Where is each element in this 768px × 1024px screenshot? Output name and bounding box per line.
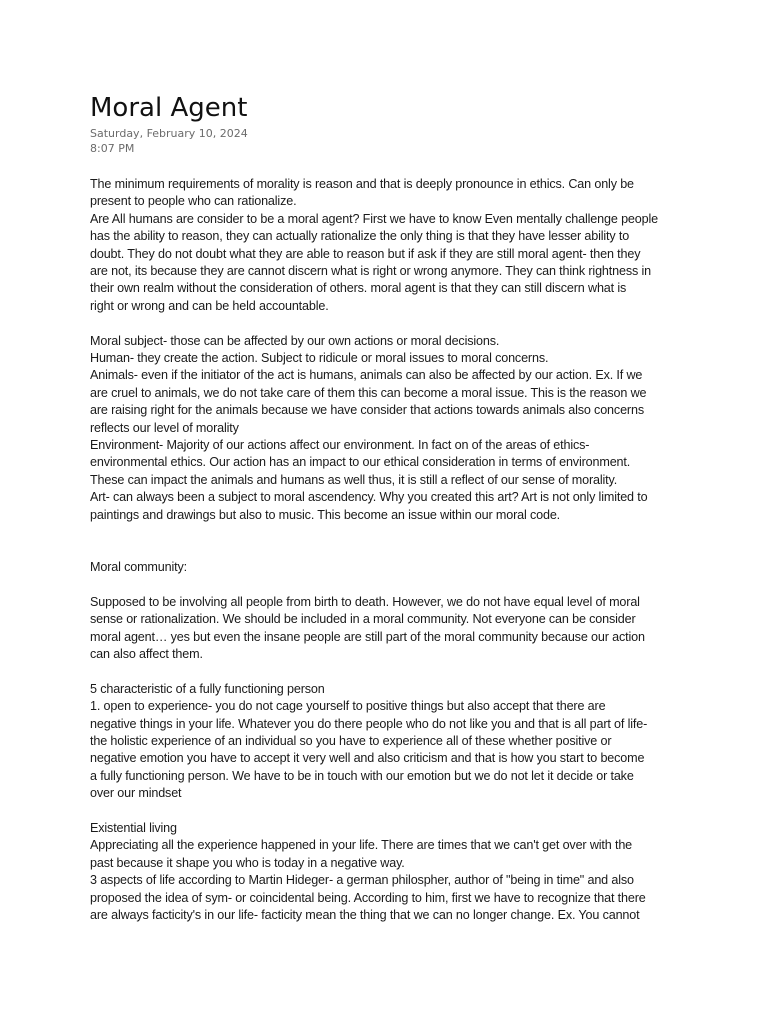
note-time: 8:07 PM [90,142,135,155]
text-line: Are All humans are consider to be a moral agent? First we have to know Even mentally challenge people [90,211,658,226]
text-line: Supposed to be involving all people from birth to death. However, we do not have equal level of moral [90,594,640,609]
text-line: Existential living [90,820,177,835]
note-body[interactable] [90,176,690,924]
text-line: The minimum requirements of morality is reason and that is deeply pronounce in ethics. Can only be [90,177,634,191]
text-line: environmental ethics. Our action has an impact to our ethical consideration in terms of environment. [90,455,631,470]
text-line: present to people who can rationalize. [90,194,297,209]
text-line: past because it shape you who is today in a negative way. [90,855,405,870]
blank-line [90,542,690,559]
text-line: Moral community: [90,559,187,574]
text-line: over our mindset [90,786,182,801]
text-line: proposed the idea of sym- or coincidental being. According to him, first we have to recognize that there [90,890,646,905]
text-line: 3 aspects of life according to Martin Hideger- a german philospher, author of "being in time" and also [90,873,634,888]
text-line: reflects our level of morality [90,420,239,435]
text-line: Moral subject- those can be affected by our own actions or moral decisions. [90,333,500,348]
text-line: Human- they create the action. Subject to ridicule or moral issues to moral concerns. [90,351,549,366]
text-line: Appreciating all the experience happened in your life. There are times that we can't get over with the [90,838,633,853]
blank-line [90,315,690,332]
text-line: can also affect them. [90,646,203,661]
page-title[interactable]: Moral Agent [90,93,248,123]
blank-line [90,663,690,680]
text-line: their own realm without the consideration of others. moral agent is that they can still discern what is [90,281,627,296]
text-line: sense or rationalization. We should be included in a moral community. Not everyone can be consider [90,612,636,627]
text-line: a fully functioning person. We have to be in touch with our emotion but we do not let it decide or take [90,768,634,783]
note-date: Saturday, February 10, 2024 [90,127,248,140]
text-line: Environment- Majority of our actions affect our environment. In fact on of the areas of ethics- [90,438,590,453]
text-line: negative things in your life. Whatever you do there people who do not like you and that is all part of life- [90,716,648,731]
text-line: paintings and drawings but also to music. This become an issue within our moral code. [90,507,561,522]
text-line: Art- can always been a subject to moral ascendency. Why you created this art? Art is not only limited to [90,490,648,505]
text-line: are always facticity's in our life- facticity mean the thing that we can no longer change. Ex. You cannot [90,907,640,922]
text-line: are cruel to animals, we do not take care of them this can become a moral issue. This is the reason we [90,385,647,400]
text-line: moral agent… yes but even the insane people are still part of the moral community because our action [90,629,645,644]
text-line: negative emotion you have to accept it very well and also criticism and that is how you start to become [90,751,645,766]
text-line: are raising right for the animals because we have consider that actions towards animals also concerns [90,403,644,418]
text-line: Animals- even if the initiator of the act is humans, animals can also be affected by our action. Ex. If we [90,368,643,383]
blank-line [90,524,690,541]
text-line: 5 characteristic of a fully functioning person [90,681,325,696]
blank-line [90,803,690,820]
note-meta [90,126,690,156]
text-line: 1. open to experience- you do not cage yourself to positive things but also accept that there are [90,699,606,714]
text-line: right or wrong and can be held accountable. [90,298,329,313]
text-line: doubt. They do not doubt what they are able to reason but if ask if they are still moral agent- then they [90,246,641,261]
text-line: has the ability to reason, they can actually rationalize the only thing is that they have lesser ability to [90,229,630,244]
note-page [90,92,690,924]
blank-line [90,576,690,593]
text-line: These can impact the animals and humans as well thus, it is still a reflect of our sense of morality. [90,472,618,487]
text-line: are not, its because they are cannot discern what is right or wrong anymore. They can think rightness in [90,264,651,279]
text-line: the holistic experience of an individual so you have to experience all of these whether positive or [90,733,612,748]
